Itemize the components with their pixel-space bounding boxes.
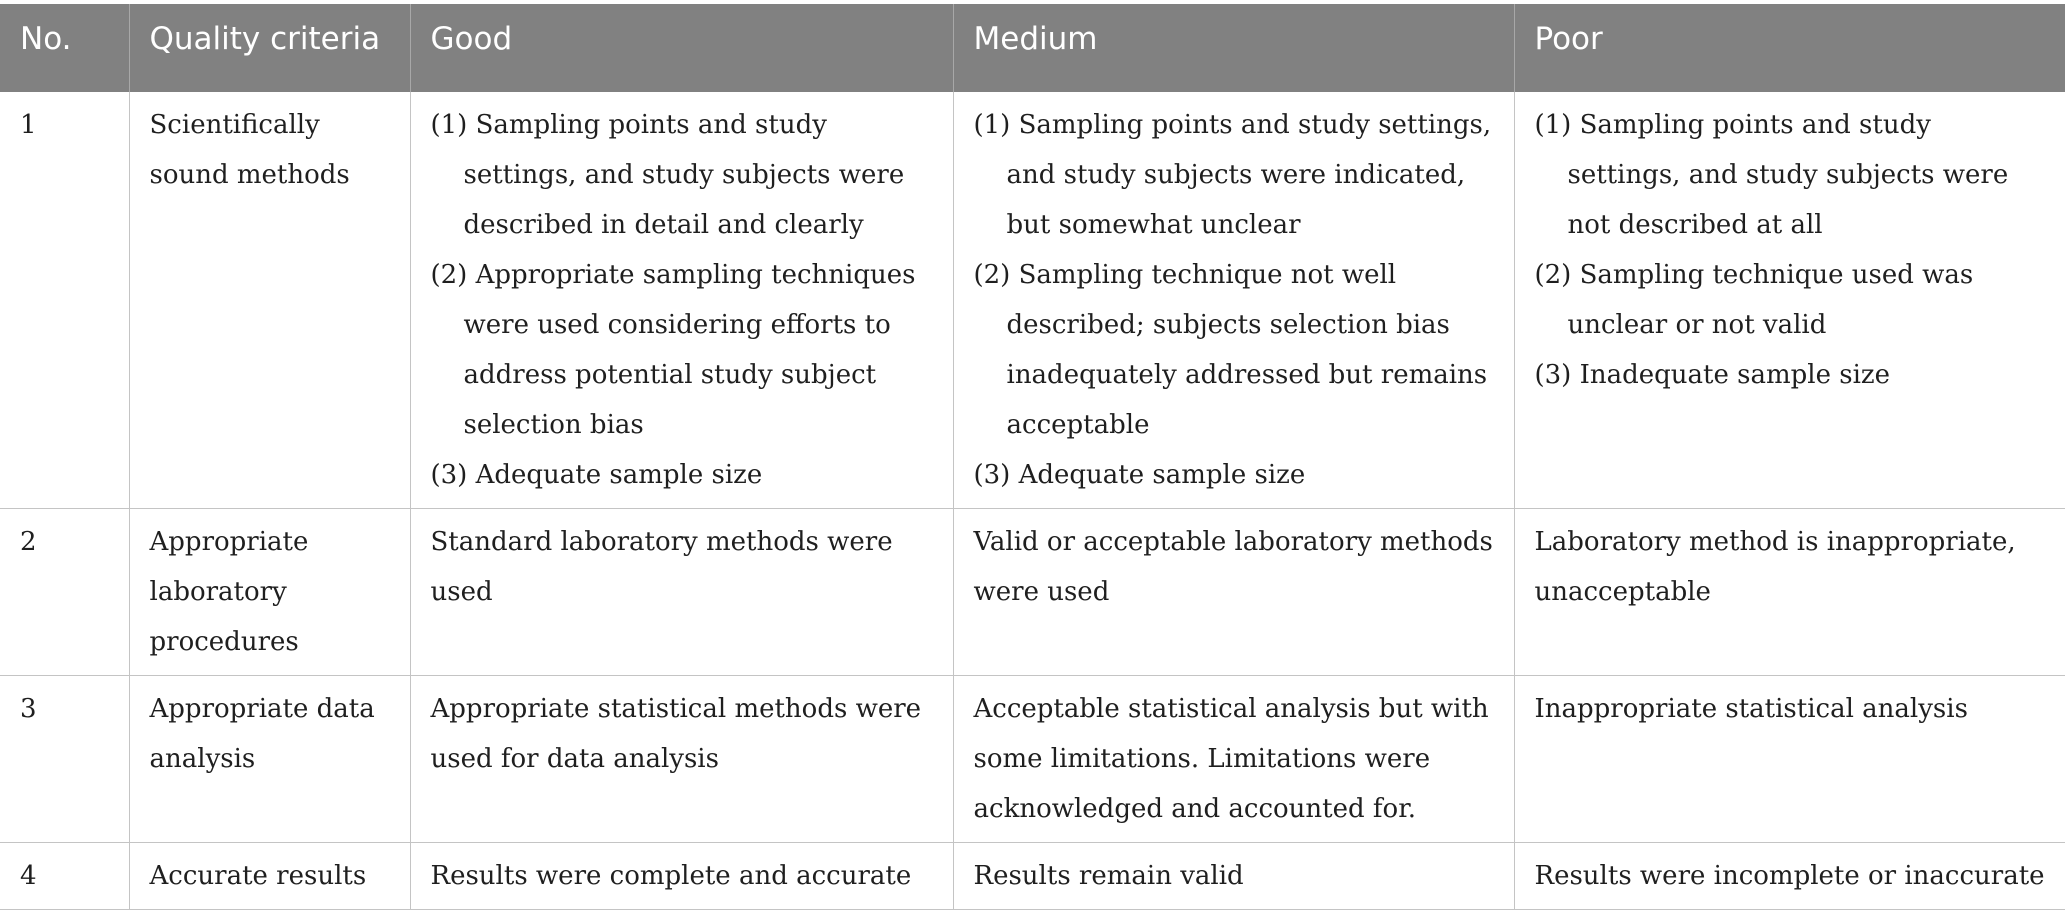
cell-no: 4 (0, 843, 129, 910)
table-header (0, 4, 2065, 92)
table-row (0, 509, 2065, 676)
cell-criteria: Appropriate laboratory procedures (129, 509, 410, 676)
table-row (0, 676, 2065, 843)
cell-good: Results were complete and accurate (410, 843, 953, 910)
list-item: (3) Inadequate sample size (1534, 360, 1890, 390)
list-item: (2) Sampling technique used was unclear or not valid (1534, 260, 1974, 340)
cell-criteria: Accurate results (129, 843, 410, 910)
cell-poor: Results were incomplete or inaccurate (1514, 843, 2065, 910)
header-quality-criteria: Quality criteria (129, 4, 410, 92)
table-row (0, 843, 2065, 910)
list-item: (1) Sampling points and study settings, and study subjects were not described at all (1534, 110, 2009, 240)
list-item: (2) Appropriate sampling techniques were used considering efforts to address potential study subject selection bias (430, 260, 916, 440)
cell-medium: Valid or acceptable laboratory methods were used (953, 509, 1514, 676)
header-medium: Medium (953, 4, 1514, 92)
cell-good: Standard laboratory methods were used (410, 509, 953, 676)
header-poor: Poor (1514, 4, 2065, 92)
header-row (0, 4, 2065, 92)
cell-criteria: Scientifically sound methods (129, 92, 410, 509)
cell-medium (953, 92, 1514, 509)
list-item: (2) Sampling technique not well described; subjects selection bias inadequately addressed but remains acceptable (973, 260, 1488, 440)
cell-good (410, 92, 953, 509)
cell-poor: Laboratory method is inappropriate, unacceptable (1514, 509, 2065, 676)
cell-no: 2 (0, 509, 129, 676)
cell-poor: Inappropriate statistical analysis (1514, 676, 2065, 843)
header-good: Good (410, 4, 953, 92)
list-item: (3) Adequate sample size (430, 460, 763, 490)
cell-medium: Acceptable statistical analysis but with some limitations. Limitations were acknowledged and accounted for. (953, 676, 1514, 843)
cell-medium: Results remain valid (953, 843, 1514, 910)
header-no: No. (0, 4, 129, 92)
list-item: (1) Sampling points and study settings, and study subjects were described in detail and clearly (430, 110, 905, 240)
table-row (0, 92, 2065, 509)
cell-no: 1 (0, 92, 129, 509)
list-item: (1) Sampling points and study settings, and study subjects were indicated, but somewhat unclear (973, 110, 1492, 240)
list-item: (3) Adequate sample size (973, 460, 1306, 490)
table-body (0, 92, 2065, 910)
cell-criteria: Appropriate data analysis (129, 676, 410, 843)
cell-good: Appropriate statistical methods were used for data analysis (410, 676, 953, 843)
quality-criteria-table (0, 4, 2065, 910)
cell-poor (1514, 92, 2065, 509)
cell-no: 3 (0, 676, 129, 843)
